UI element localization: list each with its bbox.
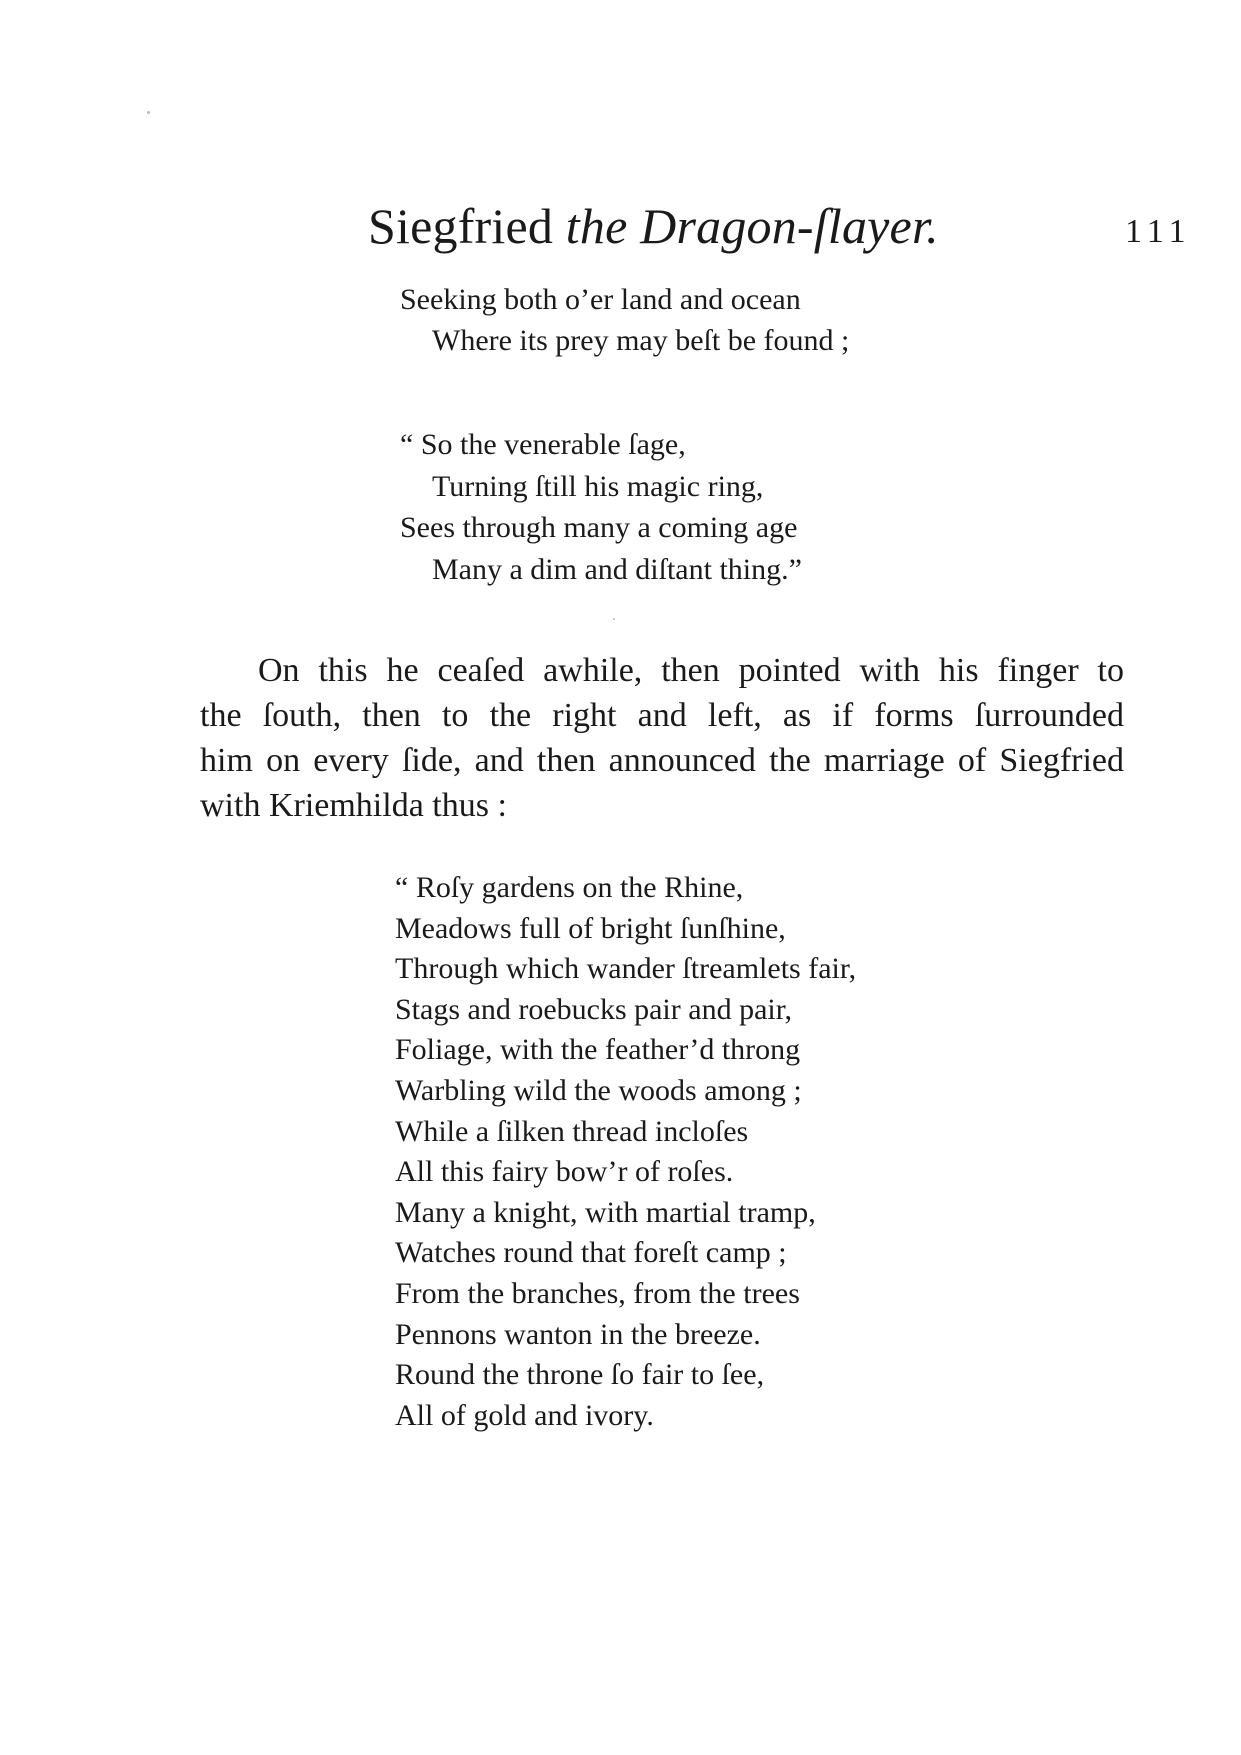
running-head-italic-title: the Dragon-ſlayer. [565,198,939,254]
running-head-title: Siegfried [368,198,554,254]
verse-stanza-1 [400,279,849,361]
verse-line: Meadows full of bright ſunſhine, [395,911,786,945]
page-number: 111 [1125,213,1192,250]
paragraph-line: On this he ceaſed awhile, then pointed with his finger to [258,652,1124,689]
verse-line: Round the throne ſo fair to ſee, [395,1358,765,1392]
verse-line: Where its prey may beſt be found ; [432,324,850,357]
verse-line: While a ſilken thread incloſes [395,1114,749,1148]
verse-line: Many a dim and diſtant thing.” [432,552,802,586]
paragraph-line: the ſouth, then to the right and left, as if forms ſurrounded [200,697,1124,734]
verse-stanza-3 [395,868,856,1436]
verse-line: Seeking both o’er land and ocean [400,283,801,316]
verse-line: From the branches, from the trees [395,1276,800,1310]
verse-line: “ So the venerable ſage, [400,428,686,461]
verse-line: Foliage, with the feather’d throng [395,1033,801,1067]
verse-line: Pennons wanton in the breeze. [395,1317,761,1351]
verse-line: All this fairy bow’r of roſes. [395,1155,734,1189]
verse-line: Many a knight, with martial tramp, [395,1195,816,1229]
verse-line: Warbling wild the woods among ; [395,1073,802,1107]
paragraph-line: with Kriemhilda thus : [200,787,507,824]
verse-line: Sees through many a coming age [400,511,798,544]
running-head [368,196,939,256]
prose-paragraph [200,648,1124,828]
verse-line: All of gold and ivory. [395,1398,654,1432]
verse-line: Watches round that foreſt camp ; [395,1236,787,1270]
verse-line: Through which wander ſtreamlets fair, [395,952,857,986]
verse-line: “ Roſy gardens on the Rhine, [395,871,744,904]
verse-line: Stags and roebucks pair and pair, [395,992,793,1026]
verse-line: Turning ſtill his magic ring, [432,469,764,503]
paper-speck [613,618,615,620]
paragraph-line: him on every ſide, and then announced the marriage of Siegfried [200,742,1124,779]
paper-speck [147,111,150,114]
verse-stanza-2 [400,424,802,590]
